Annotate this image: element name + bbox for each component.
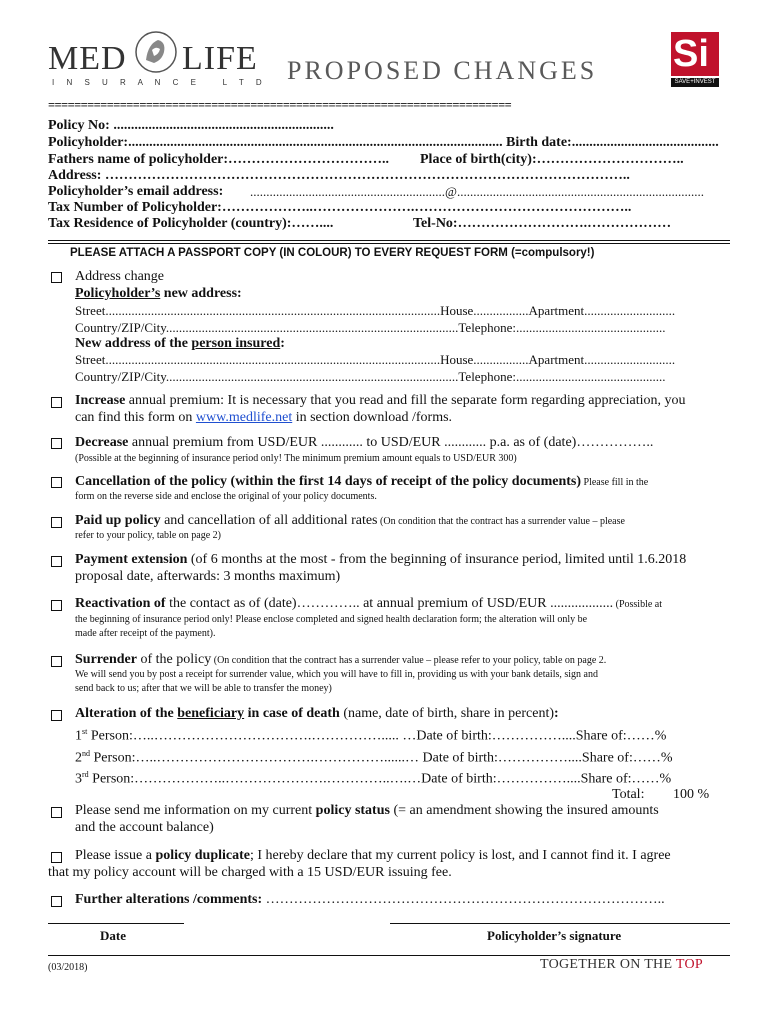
status-text-a: Please send me information on my current xyxy=(75,803,316,818)
decrease-bold: Decrease xyxy=(75,435,129,450)
footer-rule xyxy=(48,955,730,956)
beneficiary-line xyxy=(75,706,559,722)
passport-notice: PLEASE ATTACH A PASSPORT COPY (IN COLOUR) TO EVERY REQUEST FORM (=compulsory!) xyxy=(70,247,595,259)
beneficiary-person-row[interactable] xyxy=(75,770,671,788)
beneficiary-person-row[interactable] xyxy=(75,727,666,745)
lion-head-icon xyxy=(134,30,178,74)
person-num: 1 xyxy=(75,728,82,744)
insured-label-u: person insured xyxy=(191,336,281,351)
increase-checkbox[interactable] xyxy=(51,397,62,408)
insured-label-a: New address of the xyxy=(75,336,192,351)
policy-no-field[interactable]: Policy No: ............................................................... xyxy=(48,118,334,133)
status-bold: policy status xyxy=(315,803,390,818)
person-num: 3 xyxy=(75,771,82,787)
date-label: Date xyxy=(100,928,126,943)
increase-line2 xyxy=(75,410,452,426)
decrease-text: annual premium from USD/EUR ............ to USD/EUR ............ p.a. as of (date)…………….. xyxy=(128,435,654,450)
policy-status-line2: and the account balance) xyxy=(75,820,214,835)
beneficiary-bold-b: in case of death xyxy=(244,706,340,721)
reactivation-text: the contact as of (date)………….. at annual premium of USD/EUR .................. xyxy=(165,596,614,611)
street-field-insured[interactable]: Street.......................................................................................................House.................Apartment............................ xyxy=(75,352,676,367)
reactivation-small1: (Possible at xyxy=(613,599,662,610)
increase-bold: Increase xyxy=(75,393,126,408)
policyholder-word: Policyholder’s xyxy=(75,286,161,301)
insured-new-address-label xyxy=(75,336,285,352)
email-field[interactable]: ............................................................@............................................................................ xyxy=(250,184,704,199)
new-address-word: new address: xyxy=(160,286,242,301)
beneficiary-checkbox[interactable] xyxy=(51,710,62,721)
reactivation-checkbox[interactable] xyxy=(51,600,62,611)
person-line: Person:…..…………………………….……………......… Date of birth:……………....Share of:……% xyxy=(90,750,673,766)
increase-text1: annual premium: It is necessary that you read and fill the separate form regarding appreciation, you xyxy=(125,393,686,408)
divider-top xyxy=(48,240,730,241)
person-sup: rd xyxy=(82,770,89,779)
save-invest-logo xyxy=(671,32,719,88)
signature-line xyxy=(390,923,730,924)
cancellation-checkbox[interactable] xyxy=(51,477,62,488)
surrender-small2: We will send you by post a receipt for surrender value, which you will have to fill in, providing us with your bank details, sign and xyxy=(75,669,598,680)
cancellation-small1: Please fill in the xyxy=(581,477,649,488)
address-change-label: Address change xyxy=(75,269,165,284)
beneficiary-bold-u: beneficiary xyxy=(177,706,245,721)
surrender-checkbox[interactable] xyxy=(51,656,62,667)
person-num: 2 xyxy=(75,750,82,766)
decrease-note: (Possible at the beginning of insurance period only! The minimum premium amount equals to USD/EUR 300) xyxy=(75,453,517,464)
duplicate-line2: that my policy account will be charged with a 15 USD/EUR issuing fee. xyxy=(48,865,452,880)
country-field-policyholder[interactable]: Country/ZIP/City..........................................................................................Telephone:.............................................. xyxy=(75,320,666,335)
tel-no-field[interactable]: Tel-No:……………………….……………… xyxy=(413,216,672,231)
surrender-small1: (On condition that the contract has a surrender value – please refer to your policy, table on page 2. xyxy=(211,655,607,666)
increase-line1 xyxy=(75,393,685,409)
duplicate-line1 xyxy=(75,848,671,864)
person-sup: st xyxy=(82,727,88,736)
signature-label: Policyholder’s signature xyxy=(487,928,622,943)
surrender-line1 xyxy=(75,652,606,668)
decrease-checkbox[interactable] xyxy=(51,438,62,449)
policy-status-checkbox[interactable] xyxy=(51,807,62,818)
footer-slogan xyxy=(540,957,703,973)
tax-residence-field[interactable]: Tax Residence of Policyholder (country):…….... xyxy=(48,216,334,231)
person-line: Person:………………..………………….…………..….…Date of birth:……………....Share of:……% xyxy=(88,771,672,787)
slogan-a: TOGETHER ON THE xyxy=(540,957,676,972)
reactivation-line1 xyxy=(75,596,662,612)
paid-up-small1: (On condition that the contract has a surrender value – please xyxy=(377,516,625,527)
cancellation-bold: Cancellation of the policy (within the first 14 days of receipt of the policy documents) xyxy=(75,474,582,489)
duplicate-bold: policy duplicate xyxy=(155,848,250,863)
duplicate-text-a: Please issue a xyxy=(75,848,156,863)
paid-up-checkbox[interactable] xyxy=(51,517,62,528)
payment-extension-checkbox[interactable] xyxy=(51,556,62,567)
place-of-birth-field[interactable]: Place of birth(city):………………………….. xyxy=(420,152,684,167)
surrender-small3: send back to us; after that we will be able to transfer the money) xyxy=(75,683,332,694)
status-text-b: (= an amendment showing the insured amounts xyxy=(389,803,659,818)
paid-up-bold: Paid up policy xyxy=(75,513,161,528)
policy-duplicate-checkbox[interactable] xyxy=(51,852,62,863)
address-field[interactable]: Address: ………………………………………………………………………………………………….. xyxy=(48,168,630,183)
date-line xyxy=(48,923,184,924)
tax-number-field[interactable]: Tax Number of Policyholder:………………..………………….……………………………………….. xyxy=(48,200,632,215)
payment-extension-line1 xyxy=(75,552,686,568)
surrender-text: of the policy xyxy=(136,652,212,667)
si-logo-subtitle: SAVE+INVEST xyxy=(671,78,719,87)
email-label: Policyholder’s email address: xyxy=(48,184,224,199)
page-title: PROPOSED CHANGES xyxy=(287,56,598,85)
policyholder-new-address-label xyxy=(75,286,242,302)
country-field-insured[interactable]: Country/ZIP/City..........................................................................................Telephone:.............................................. xyxy=(75,369,666,384)
person-line: Person:…..…………………………….……………..... …Date of birth:……………....Share of:……% xyxy=(87,728,667,744)
decrease-line1 xyxy=(75,435,653,451)
policy-status-line1 xyxy=(75,803,659,819)
birth-date-field[interactable]: Birth date:.......................................... xyxy=(506,135,719,150)
insured-label-b: : xyxy=(280,336,285,351)
fathers-name-field[interactable]: Fathers name of policyholder:…………………………….. xyxy=(48,152,390,167)
paid-up-small2: refer to your policy, table on page 2) xyxy=(75,530,221,541)
street-field-policyholder[interactable]: Street.......................................................................................................House.................Apartment............................ xyxy=(75,303,676,318)
total-value: 100 % xyxy=(673,787,710,802)
beneficiary-colon: : xyxy=(554,706,559,721)
further-alterations-line[interactable] xyxy=(75,892,665,908)
address-change-checkbox[interactable] xyxy=(51,272,62,283)
paid-up-line1 xyxy=(75,513,625,529)
si-logo-text: Si xyxy=(673,33,709,75)
logo-word-life: LIFE xyxy=(182,40,258,77)
reactivation-small3: made after receipt of the payment). xyxy=(75,628,216,639)
separator-line: ======================================================================= xyxy=(48,98,512,112)
divider-bottom xyxy=(48,243,730,244)
further-dots: ………………………………………………………………………….. xyxy=(262,892,665,907)
beneficiary-bold-a: Alteration of the xyxy=(75,706,178,721)
beneficiary-text: (name, date of birth, share in percent) xyxy=(339,706,554,721)
policyholder-field[interactable]: Policyholder:........................................................................................................... xyxy=(48,135,503,150)
payment-extension-bold: Payment extension xyxy=(75,552,188,567)
reactivation-small2: the beginning of insurance period only! Please enclose completed and signed health declaration form; the alteration will only be xyxy=(75,614,588,625)
logo-word-med: MED xyxy=(48,40,127,77)
further-alterations-checkbox[interactable] xyxy=(51,896,62,907)
further-bold: Further alterations /comments: xyxy=(75,892,263,907)
reactivation-bold: Reactivation of xyxy=(75,596,166,611)
surrender-bold: Surrender xyxy=(75,652,137,667)
paid-up-text: and cancellation of all additional rates xyxy=(160,513,378,528)
increase-text2a: can find this form on xyxy=(75,410,196,425)
person-sup: nd xyxy=(82,749,90,758)
payment-extension-line2: proposal date, afterwards: 3 months maximum) xyxy=(75,569,341,584)
cancellation-line1 xyxy=(75,474,648,490)
beneficiary-person-row[interactable] xyxy=(75,749,673,767)
cancellation-small2: form on the reverse side and enclose the original of your policy documents. xyxy=(75,491,377,502)
total-label: Total: xyxy=(612,787,645,802)
logo-subtitle: I N S U R A N C E L T D xyxy=(52,78,267,87)
duplicate-text-b: ; I hereby declare that my current policy is lost, and I cannot find it. I agree xyxy=(250,848,671,863)
version-label: (03/2018) xyxy=(48,962,88,973)
medlife-link[interactable]: www.medlife.net xyxy=(195,410,293,425)
payment-extension-text1: (of 6 months at the most - from the beginning of insurance period, limited until 1.6.2018 xyxy=(187,552,687,567)
slogan-top: TOP xyxy=(675,957,703,972)
increase-text2b: in section download /forms. xyxy=(292,410,453,425)
